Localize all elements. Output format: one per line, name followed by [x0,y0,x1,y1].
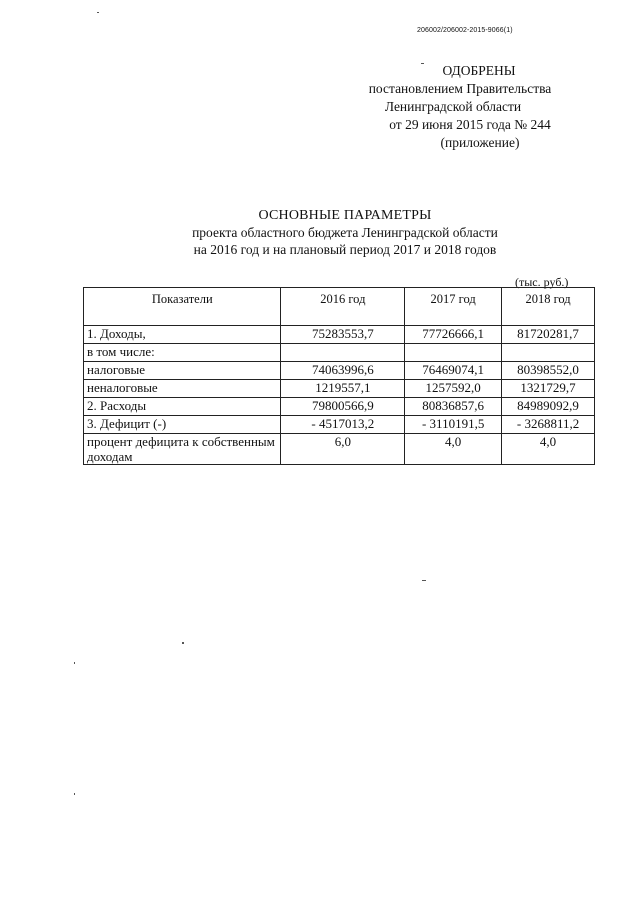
cell-value: 81720281,7 [502,326,595,344]
scan-speck [421,63,424,64]
cell-value: - 3110191,5 [405,416,502,434]
row-label: 3. Дефицит (-) [84,416,281,434]
cell-value [502,344,595,362]
row-label: в том числе: [84,344,281,362]
header-indicator: Показатели [84,288,281,326]
cell-value: 80836857,6 [405,398,502,416]
units-label: (тыс. руб.) [515,275,569,289]
cell-value: 4,0 [502,434,595,465]
cell-value: 4,0 [405,434,502,465]
cell-value: 80398552,0 [502,362,595,380]
row-label: 2. Расходы [84,398,281,416]
approval-line-2: постановлением Правительства [368,81,552,96]
cell-value: - 4517013,2 [281,416,405,434]
row-label: неналоговые [84,380,281,398]
table-row [84,326,595,344]
scan-speck [182,642,184,644]
row-label: процент дефицита к собственным доходам [84,434,281,465]
header-2018: 2018 год [502,288,595,326]
header-2017: 2017 год [405,288,502,326]
cell-value: 74063996,6 [281,362,405,380]
cell-value: 1257592,0 [405,380,502,398]
cell-value: 84989092,9 [502,398,595,416]
scan-speck [74,662,75,664]
header-2016: 2016 год [281,288,405,326]
cell-value: 6,0 [281,434,405,465]
cell-value [281,344,405,362]
approval-line-4: от 29 июня 2015 года № 244 [389,117,551,132]
scan-speck [74,793,75,795]
title-line-2: проекта областного бюджета Ленинградской области [192,225,498,240]
table-row [84,344,595,362]
cell-value: 76469074,1 [405,362,502,380]
cell-value: 75283553,7 [281,326,405,344]
title-line-1: ОСНОВНЫЕ ПАРАМЕТРЫ [258,208,432,223]
cell-value: 1321729,7 [502,380,595,398]
table-row [84,380,595,398]
row-label: 1. Доходы, [84,326,281,344]
budget-parameters-table [83,287,595,465]
approval-line-5: (приложение) [440,135,520,150]
approval-line-1: ОДОБРЕНЫ [442,63,516,78]
table-row [84,362,595,380]
scan-speck [97,12,99,13]
table-row [84,398,595,416]
cell-value [405,344,502,362]
approval-block [360,62,560,152]
scan-speck [422,580,426,581]
approval-line-3: Ленинградской области [384,99,522,114]
document-title [140,207,550,258]
table-header-row [84,288,595,326]
row-label: налоговые [84,362,281,380]
cell-value: 79800566,9 [281,398,405,416]
document-id: 206002/206002-2015-9066(1) [417,27,513,34]
table-row [84,416,595,434]
table-row [84,434,595,465]
cell-value: 1219557,1 [281,380,405,398]
title-line-3: на 2016 год и на плановый период 2017 и 2018 годов [193,242,497,257]
cell-value: - 3268811,2 [502,416,595,434]
cell-value: 77726666,1 [405,326,502,344]
